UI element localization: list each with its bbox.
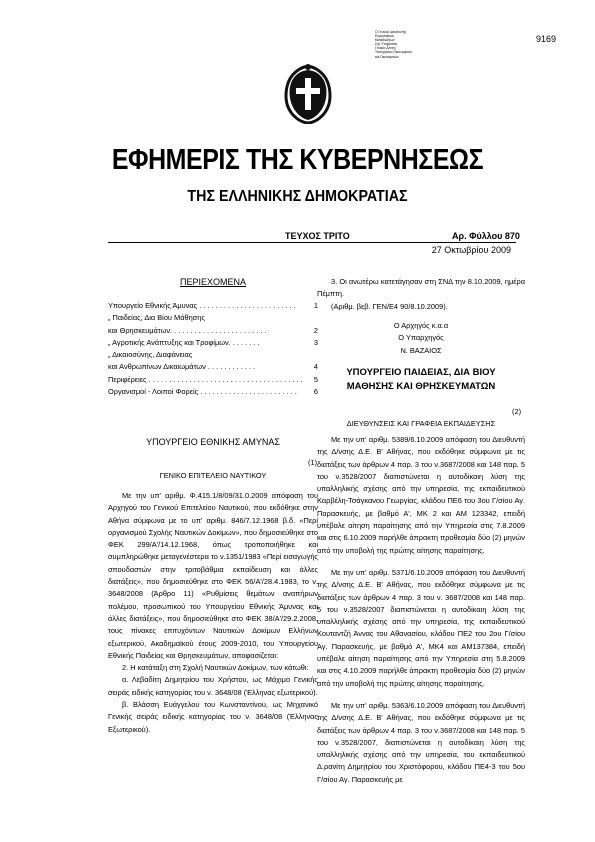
ministry-line: ΥΠΟΥΡΓΕΙΟ ΠΑΙΔΕΙΑΣ, ΔΙΑ ΒΙΟΥ [346, 367, 496, 378]
paragraph: α. Λεβαδίτη Δημητρίου του Χρήστου, ως Μάχιμο Γενικής σειράς ειδικής κατηγορίας του ν. 3648/08 (Έλληνας εξωτερικού). [108, 675, 318, 697]
table-of-contents [108, 300, 318, 398]
toc-label: „ Αγροτικής Ανάπτυξης και Τροφίμων. . . . . . . . [108, 337, 260, 347]
meta-line: Ο Γενικός Διευθυντής [375, 30, 407, 34]
toc-page: 6 [313, 387, 318, 397]
meta-line: Υπουργείου Οικονομικών [375, 50, 413, 55]
section-heading: ΔΙΕΥΘΥΝΣΕΙΣ ΚΑΙ ΓΡΑΦΕΙΑ ΕΚΠΑΙΔΕΥΣΗΣ [346, 419, 496, 428]
meta-line: Γενικός Δ/ντής [375, 46, 396, 51]
signature-line: Ο Αρχηγός κ.α.α [393, 321, 449, 330]
toc-row [108, 337, 318, 349]
paragraph: Με την υπ' αριθμ. 5389/6.10.2009 απόφαση του Διευθυντή της Δ/νσης Δ.Ε. Β' Αθήνας, που εκδόθηκε σύμφωνα με τις διατάξεις των άρθρων 4 παρ. 3 του ν.3687/2008 και 148 παρ. 5 του ν.3528/2007 διαπιστώνεται η αυτοδίκαιη λύση της υπαλληλικής σχέσης από την υπηρεσία, της εκπαιδευτικού Καρβέλη-Τσάγκανου Γεωργίας, κλάδου ΠΕ6 του 3ου Γ/σίου Αγ. Παρασκευής, με βαθμό Α', ΜΚ 2 και ΑΜ 123342, επειδή υπέβαλε αίτηση παραίτησης από την Υπηρεσία στις 7.8.2009 και στις 6.10.2009 παρήλθε άπρακτη προθεσμία δύο (2) μηνών από την υποβολή της πρώτης αίτησης παραίτησης. [317, 435, 525, 555]
toc-page: 4 [313, 362, 318, 372]
paragraph: 3. Οι ανωτέρω κατετάγησαν στη ΣΝΔ την 8.10.2009, ημέρα Πέμπτη. [317, 277, 525, 299]
meta-line: Σης Υπηρεσίας [375, 42, 398, 47]
toc-label: Υπουργείο Εθνικής Άμυνας . . . . . . . . . . . . . . . . . . . . . . . . [108, 301, 296, 310]
toc-row [108, 374, 318, 386]
toc-row [108, 361, 318, 373]
toc-page: 5 [313, 374, 318, 384]
toc-page: 1 [313, 301, 318, 310]
toc-heading: ΠΕΡΙΕΧΟΜΕΝΑ [179, 277, 246, 287]
gazette-subtitle: ΤΗΣ ΕΛΛΗΝΙΚΗΣ ΔΗΜΟΚΡΑΤΙΑΣ [187, 188, 408, 205]
meta-line: Ευρωπαϊκών [375, 34, 395, 39]
coat-of-arms-emblem [282, 62, 334, 124]
issue-date: 27 Οκτωβρίου 2009 [431, 245, 511, 255]
section-heading: ΓΕΝΙΚΟ ΕΠΙΤΕΛΕΙΟ ΝΑΥΤΙΚΟΥ [159, 471, 267, 480]
ministry-heading [317, 366, 525, 394]
toc-label: Οργανισμοί - Λοιποί Φορείς . . . . . . . . . . . . . . . . . . . . . . . . [108, 387, 297, 397]
paragraph: 2. Η κατάταξη στη Σχολή Ναυτικών Δοκίμων, των κάτωθι: [122, 663, 309, 673]
toc-row [108, 300, 318, 312]
toc-label: Περιφέρειες . . . . . . . . . . . . . . . . . . . . . . . . . . . . . . . . . . . . . . [108, 374, 303, 384]
paragraph: Με την υπ' αριθμ. Φ.415.1/8/09/31.0.2009 απόφαση του Αρχηγού του Γενικού Επιτελείου Ναυτικού, που εκδόθηκε στην Αθήνα σύμφωνα με το υπ' αριθμ. 846/7.12.1968 β.δ. «Περί οργανισμού Σχολής Ναυτικών Δοκίμων», που δημοσιεύθηκε στο ΦΕΚ 299/Α'/14.12.1968, όπως τροποποιήθηκε και συμπληρώθηκε μεταγενέστερα το ν.1351/1983 «Περί εισαγωγής σπουδαστών στην τριτοβάθμια εκπαίδευση και άλλες διατάξεις», που δημοσιεύθηκε στο ΦΕΚ 56/Α'/28.4.1983, το ν. 3648/2008 (Άρθρο 11) «Ρυθμίσεις θεμάτων αναπήρων πολέμου, προσωπικού του Υπουργείου Εθνικής Άμυνας και άλλες διατάξεις», που δημοσιεύθηκε στο ΦΕΚ 38/Α'/29.2.2008, τους πίνακες επιτυχόντων Ναυτικών Δοκίμων Ελλήνων εξωτερικού, Ακαδημαϊκού έτους 2009-2010, του Υπουργείου Εθνικής Παιδείας και Θρησκευμάτων, αποφασίζεται: [108, 491, 318, 660]
page-number: 9169 [536, 34, 557, 44]
toc-label: „ Παιδείας, Δια Βίου Μάθησης [108, 313, 205, 323]
header-divider [108, 242, 516, 243]
paragraph: (Αριθμ. βεβ. ΓΕΝ/Ε4 90/8.10.2009). [331, 301, 448, 311]
toc-row [108, 386, 318, 398]
toc-label: και Θρησκευμάτων. . . . . . . . . . . . . . . . . . . . . . . . [108, 325, 267, 335]
signature-name: Ν. ΒΑΖΑΙΟΣ [400, 345, 442, 355]
paragraph: Με την υπ' αριθμ. 5371/6.10.2009 απόφαση του Διευθυντή της Δ/νσης Δ.Ε. Β' Αθήνας, που εκδόθηκε σύμφωνα με τις διατάξεις των άρθρων 4 παρ. 3 του ν. 3687/2008 και 148 παρ. 5 του ν.3528/2007 διαπιστώνεται η αυτοδίκαιη λύση της υπαλληλικής σχέσης από την υπηρεσία, της εκπαιδευτικού Κουταντζή Άννας του Αθανασίου, κλάδου ΠΕ2 του 2ου Γ/σίου Αγ. Παρασκευής, με βαθμό Α', ΜΚ4 και ΑΜ137384, επειδή υπέβαλε αίτηση παραίτησης από την Υπηρεσία στη 5.8.2009 και στις 4.10.2009 παρήλθε άπρακτη προθεσμία δύο (2) μηνών από την υποβολή της πρώτης αίτησης παραίτησης. [317, 567, 525, 688]
toc-row [108, 312, 318, 324]
decision-ref: (1) [308, 458, 318, 467]
toc-row [108, 349, 318, 361]
gazette-title: ΕΦΗΜΕΡΙΣ ΤΗΣ ΚΥΒΕΡΝΗΣΕΩΣ [111, 144, 484, 176]
signature-block [317, 320, 525, 357]
paragraph: Με την υπ' αριθμ. 5363/6.10.2009 απόφαση του Διευθυντή της Δ/νσης Δ.Ε. Β' Αθήνας, που εκδόθηκε σύμφωνα με τις διατάξεις των άρθρων 4 παρ. 3 του ν.3687/2008 και 148 παρ. 5 του ν.3528/2007, διαπιστώνεται η αυτοδίκαιη λύση της υπαλληλικής σχέσης από την υπηρεσία, του εκπαιδευτικού Δ.ρανίτη Δημητρίου του Χριστόφορου, κλάδου ΠΕ4-3 του 5ου Γ/σίου Αγ. Παρασκευής με [317, 700, 525, 784]
toc-label: και Ανθρωπίνων Δικαιωμάτων . . . . . . . . . . . . [108, 362, 256, 372]
meta-line: Καταδιώξεων [375, 38, 395, 43]
ministry-heading: ΥΠΟΥΡΓΕΙΟ ΕΘΝΙΚΗΣ ΑΜΥΝΑΣ [146, 437, 280, 447]
toc-row [108, 325, 318, 337]
toc-page: 2 [313, 325, 318, 335]
left-body [108, 490, 318, 736]
decision-ref: (2) [512, 407, 522, 416]
toc-label: „ Δικαιοσύνης, Διαφάνειας [108, 350, 193, 360]
header-metadata [375, 30, 475, 59]
signature-line: Ο Υπαρχηγός [398, 333, 444, 343]
right-top [317, 276, 525, 313]
issue-number: Αρ. Φύλλου 870 [452, 231, 520, 241]
issue-series: ΤΕΥΧΟΣ ΤΡΙΤΟ [285, 231, 350, 241]
right-body [317, 434, 525, 786]
paragraph: β. Βλάσση Ευάγγελου του Κωνσταντίνου, ως Μηχανικό Γενικής σειράς ειδικής κατηγορίας του ν. 3648/08 (Έλληνας Εξωτερικού). [108, 700, 318, 734]
toc-page: 3 [313, 337, 318, 347]
ministry-line: ΜΑΘΗΣΗΣ ΚΑΙ ΘΡΗΣΚΕΥΜΑΤΩΝ [346, 381, 496, 392]
meta-line: και Οικονομικών [375, 54, 399, 59]
